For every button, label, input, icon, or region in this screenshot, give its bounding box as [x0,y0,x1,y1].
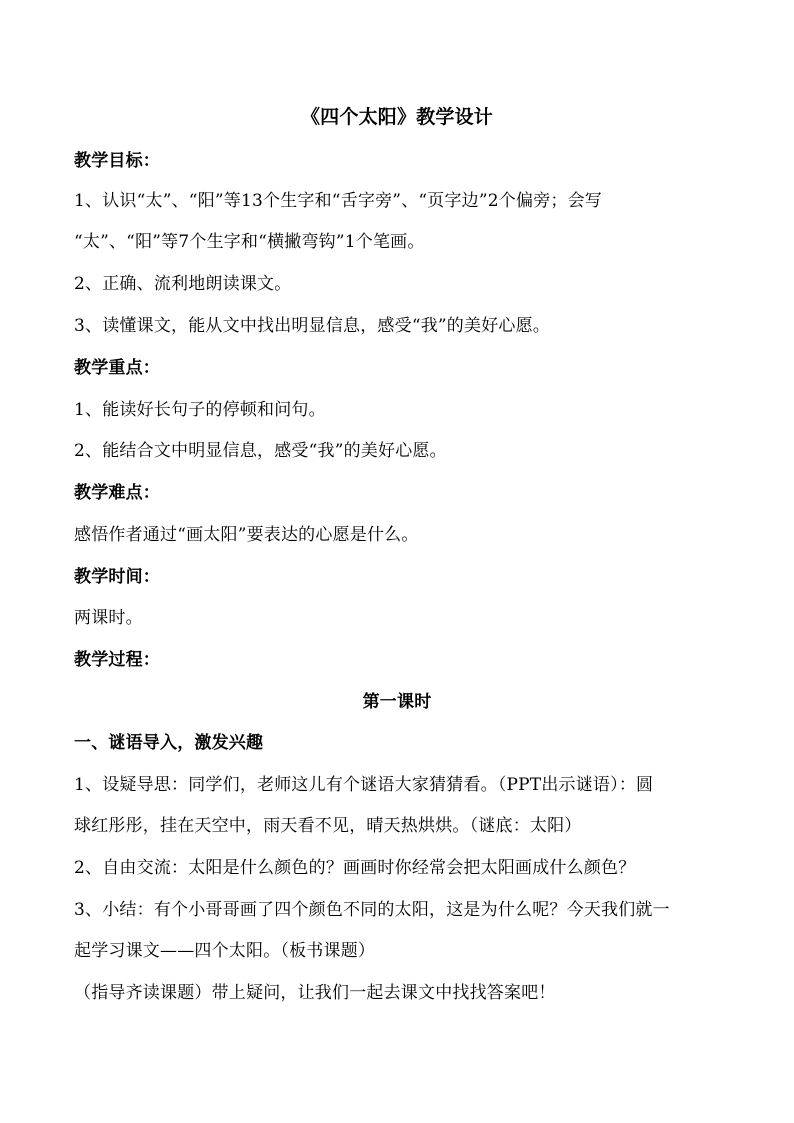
key-points-heading: 教学重点： [74,358,160,378]
objective-line: “太”、“阳”等7个生字和“横撇弯钩”1个笔画。 [74,232,425,252]
process-line: 3、小结：有个小哥哥画了四个颜色不同的太阳，这是为什么呢？今天我们就一 [74,900,670,920]
objective-line: 3、读懂课文，能从文中找出明显信息，感受“我”的美好心愿。 [74,316,550,336]
document-title: 《四个太阳》教学设计 [300,106,493,128]
process-line: 2、自由交流：太阳是什么颜色的？画画时你经常会把太阳画成什么颜色？ [74,858,636,878]
process-heading: 教学过程： [74,650,160,670]
objective-line: 2、正确、流利地朗读课文。 [74,274,292,294]
key-point-line: 1、能读好长句子的停顿和问句。 [74,400,326,420]
process-line: 球红彤彤，挂在天空中，雨天看不见，晴天热烘烘。（谜底：太阳） [74,816,582,836]
difficulties-heading: 教学难点： [74,483,160,503]
lesson-title: 第一课时 [362,692,432,712]
key-point-line: 2、能结合文中明显信息，感受“我”的美好心愿。 [74,441,447,461]
time-line: 两课时。 [74,608,143,628]
difficulty-line: 感悟作者通过“画太阳”要表达的心愿是什么。 [74,525,419,545]
process-line: 起学习课文——四个太阳。（板书课题） [74,941,376,961]
part-heading: 一、谜语导入，激发兴趣 [74,733,264,753]
objectives-heading: 教学目标： [74,151,160,171]
time-heading: 教学时间： [74,567,160,587]
objective-line: 1、认识“太”、“阳”等13个生字和“舌字旁”、“页字边”2个偏旁；会写 [74,191,602,211]
process-line: 1、设疑导思：同学们，老师这儿有个谜语大家猜猜看。（PPT出示谜语）：圆 [74,775,654,795]
process-line: （指导齐读课题）带上疑问，让我们一起去课文中找找答案吧！ [74,983,556,1003]
